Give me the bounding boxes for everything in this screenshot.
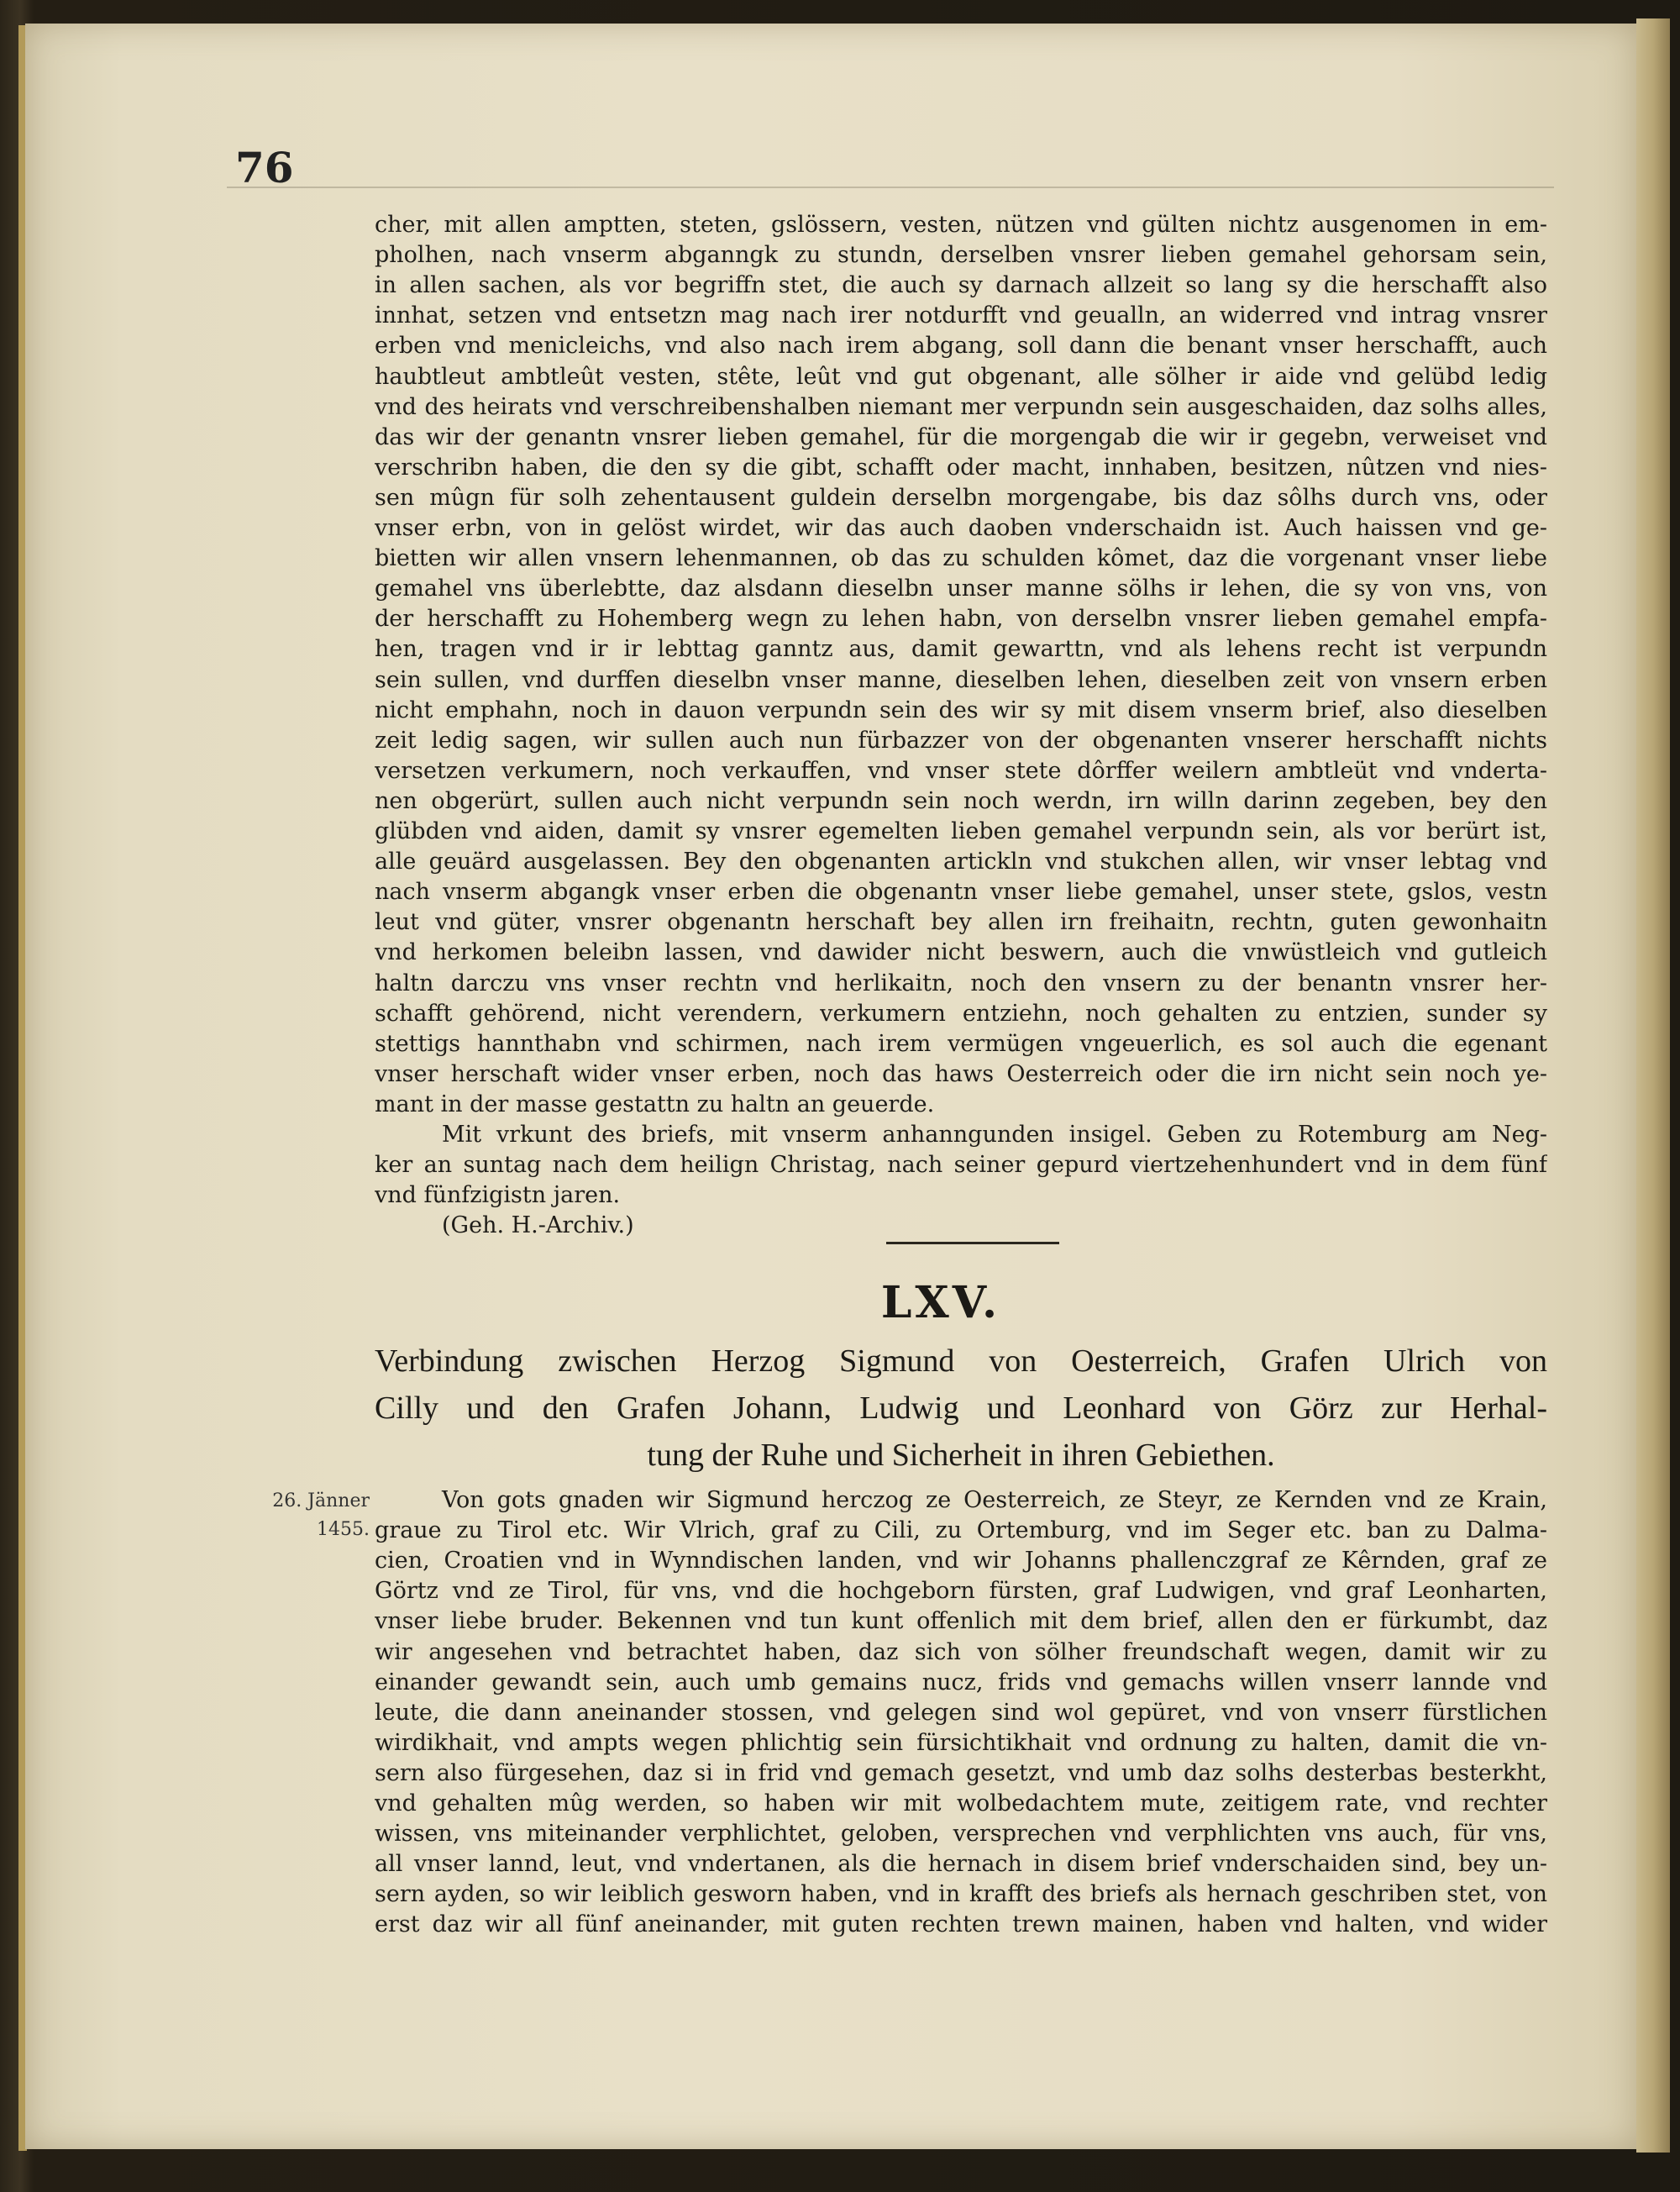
document-line: wissen, vns miteinander verphlichtet, geloben, versprechen vnd verphlichten vns auch, für vns, xyxy=(375,1821,1547,1847)
margin-date-day: 26. Jänner xyxy=(272,1490,370,1511)
document-line: graue zu Tirol etc. Wir Vlrich, graf zu Cili, zu Ortemburg, vnd im Seger etc. ban zu Dalma- xyxy=(375,1517,1547,1543)
body-line: erben vnd menicleichs, vnd also nach irem abgang, soll dann die benant vnser herschafft, auch xyxy=(375,333,1547,359)
body-line: zeit ledig sagen, wir sullen auch nun fürbazzer von der obgenanten vnserer herschafft nichts xyxy=(375,728,1547,754)
document-line: vnd gehalten mûg werden, so haben wir mit wolbedachtem mute, zeitigem rate, vnd rechter xyxy=(375,1790,1547,1816)
body-line: vnser herschaft wider vnser erben, noch das haws Oesterreich oder die irn nicht sein noch ye- xyxy=(375,1061,1547,1087)
body-line: der herschafft zu Hohemberg wegn zu lehen habn, von derselbn vnsrer lieben gemahel empfa- xyxy=(375,606,1547,632)
body-line: gemahel vns überlebtte, daz alsdann dieselbn unser manne sölhs ir lehen, die sy von vns, von xyxy=(375,576,1547,602)
document-line: erst daz wir all fünf aneinander, mit guten rechten trewn mainen, haben vnd halten, vnd wider xyxy=(375,1911,1547,1937)
document-line: Görtz vnd ze Tirol, für vns, vnd die hochgeborn fürsten, graf Ludwigen, vnd graf Leonharten, xyxy=(375,1578,1547,1604)
title-line: tung der Ruhe und Sicherheit in ihren Gebiethen. xyxy=(647,1438,1275,1473)
body-line: stettigs hannthabn vnd schirmen, nach irem vermügen vngeuerlich, es sol auch die egenant xyxy=(375,1031,1547,1057)
body-line: haubtleut ambtleût vesten, stête, leût vnd gut obgenant, alle sölher ir aide vnd gelübd ledig xyxy=(375,364,1547,390)
section-separator xyxy=(886,1242,1059,1244)
body-line: das wir der genantn vnsrer lieben gemahel, für die morgengab die wir ir gegebn, verweiset vnd xyxy=(375,424,1547,450)
body-line: leut vnd güter, vnsrer obgenantn herschaft bey allen irn freihaitn, rechtn, guten gewonhaitn xyxy=(375,909,1547,935)
document-line: sern ayden, so wir leiblich gesworn haben, vnd in krafft des briefs als hernach geschriben stet, von xyxy=(375,1881,1547,1907)
body-line: alle geuärd ausgelassen. Bey den obgenanten artickln vnd stukchen allen, wir vnser lebtag vnd xyxy=(375,849,1547,875)
body-line: sen mûgn für solh zehentausent guldein derselbn morgengabe, bis daz sôlhs durch vns, oder xyxy=(375,485,1547,511)
closing-line: Mit vrkunt des briefs, mit vnserm anhanngunden insigel. Geben zu Rotemburg am Neg- xyxy=(442,1122,1547,1148)
body-line: hen, tragen vnd ir ir lebttag ganntz aus, damit gewarttn, vnd als lehens recht ist verpundn xyxy=(375,636,1547,662)
document-line: all vnser lannd, leut, vnd vndertanen, als die hernach in disem brief vnderschaiden sind, bey un- xyxy=(375,1851,1547,1877)
body-line: nen obgerürt, sullen auch nicht verpundn sein noch werdn, irn willn darinn zegeben, bey den xyxy=(375,788,1547,814)
title-line: Cilly und den Grafen Johann, Ludwig und Leonhard von Görz zur Herhal- xyxy=(375,1390,1547,1426)
body-line: verschribn haben, die den sy die gibt, schafft oder macht, innhaben, besitzen, nûtzen vnd nies- xyxy=(375,455,1547,481)
body-line: pholhen, nach vnserm abganngk zu stundn, derselben vnsrer lieben gemahel gehorsam sein, xyxy=(375,242,1547,268)
body-line: mant in der masse gestattn zu haltn an geuerde. xyxy=(375,1091,935,1117)
margin-date-year: 1455. xyxy=(317,1519,370,1540)
body-line: glübden vnd aiden, damit sy vnsrer egemelten lieben gemahel verpundn sein, als vor berürt ist, xyxy=(375,818,1547,844)
document-line: einander gewandt sein, auch umb gemains nucz, frids vnd gemachs willen vnserr lannde vnd xyxy=(375,1669,1547,1695)
body-line: vnser erbn, von in gelöst wirdet, wir das auch daoben vnderschaidn ist. Auch haissen vnd ge- xyxy=(375,515,1547,541)
closing-line: ker an suntag nach dem heilign Christag, nach seiner gepurd viertzehenhundert vnd in dem fünf xyxy=(375,1152,1547,1178)
chapter-number: LXV. xyxy=(880,1277,1001,1328)
body-line: innhat, setzen vnd entsetzn mag nach irer notdurfft vnd geualln, an widerred vnd intrag vnsrer xyxy=(375,302,1547,329)
closing-line: vnd fünfzigistn jaren. xyxy=(375,1182,621,1208)
citation: (Geh. H.-Archiv.) xyxy=(442,1212,634,1238)
body-line: vnd des heirats vnd verschreibenshalben niemant mer verpundn sein ausgeschaiden, daz solhs alles, xyxy=(375,394,1547,420)
body-line: vnd herkomen beleibn lassen, vnd dawider nicht beswern, auch die vnwüstleich vnd gutleich xyxy=(375,939,1547,965)
page-right-edge xyxy=(1636,18,1670,2153)
body-line: bietten wir allen vnsern lehenmannen, ob das zu schulden kômet, daz die vorgenant vnser liebe xyxy=(375,545,1547,571)
body-line: schafft gehörend, nicht verendern, verkumern entziehn, noch gehalten zu entzien, sunder sy xyxy=(375,1001,1547,1027)
document-line: vnser liebe bruder. Bekennen vnd tun kunt offenlich mit dem brief, allen den er fürkumbt, daz xyxy=(375,1608,1547,1634)
body-line: versetzen verkumern, noch verkauffen, vnd vnser stete dôrffer weilern ambtleüt vnd vnderta- xyxy=(375,758,1547,784)
body-line: nicht emphahn, noch in dauon verpundn sein des wir sy mit disem vnserm brief, also dieselben xyxy=(375,697,1547,723)
document-line: wir angesehen vnd betrachtet haben, daz sich von sölher freundschaft wegen, damit wir zu xyxy=(375,1639,1547,1665)
header-rule xyxy=(227,187,1554,188)
body-line: sein sullen, vnd durffen dieselbn vnser manne, dieselben lehen, dieselben zeit von vnsern erben xyxy=(375,667,1547,693)
document-line: wirdikhait, vnd ampts wegen phlichtig sein fürsichtikhait vnd ordnung zu halten, damit die vn- xyxy=(375,1730,1547,1756)
title-line: Verbindung zwischen Herzog Sigmund von Oesterreich, Grafen Ulrich von xyxy=(375,1343,1547,1379)
document-line: leute, die dann aneinander stossen, vnd gelegen sind wol gepüret, vnd von vnserr fürstlichen xyxy=(375,1700,1547,1726)
body-line: cher, mit allen amptten, steten, gslössern, vesten, nützen vnd gülten nichtz ausgenomen in em- xyxy=(375,212,1547,238)
body-line: in allen sachen, als vor begriffn stet, die auch sy darnach allzeit so lang sy die herschafft also xyxy=(375,272,1547,298)
document-line: cien, Croatien vnd in Wynndischen landen, vnd wir Johanns phallenczgraf ze Kêrnden, graf ze xyxy=(375,1548,1547,1574)
body-line: haltn darczu vns vnser rechtn vnd herlikaitn, noch den vnsern zu der benantn vnsrer her- xyxy=(375,970,1547,996)
document-line: Von gots gnaden wir Sigmund herczog ze Oesterreich, ze Steyr, ze Kernden vnd ze Krain, xyxy=(442,1487,1547,1513)
body-line: nach vnserm abgangk vnser erben die obgenantn vnser liebe gemahel, unser stete, gslos, vestn xyxy=(375,879,1547,905)
page-number: 76 xyxy=(235,143,294,192)
document-line: sern also fürgesehen, daz si in frid vnd gemach gesetzt, vnd umb daz solhs desterbas besterkht, xyxy=(375,1760,1547,1786)
